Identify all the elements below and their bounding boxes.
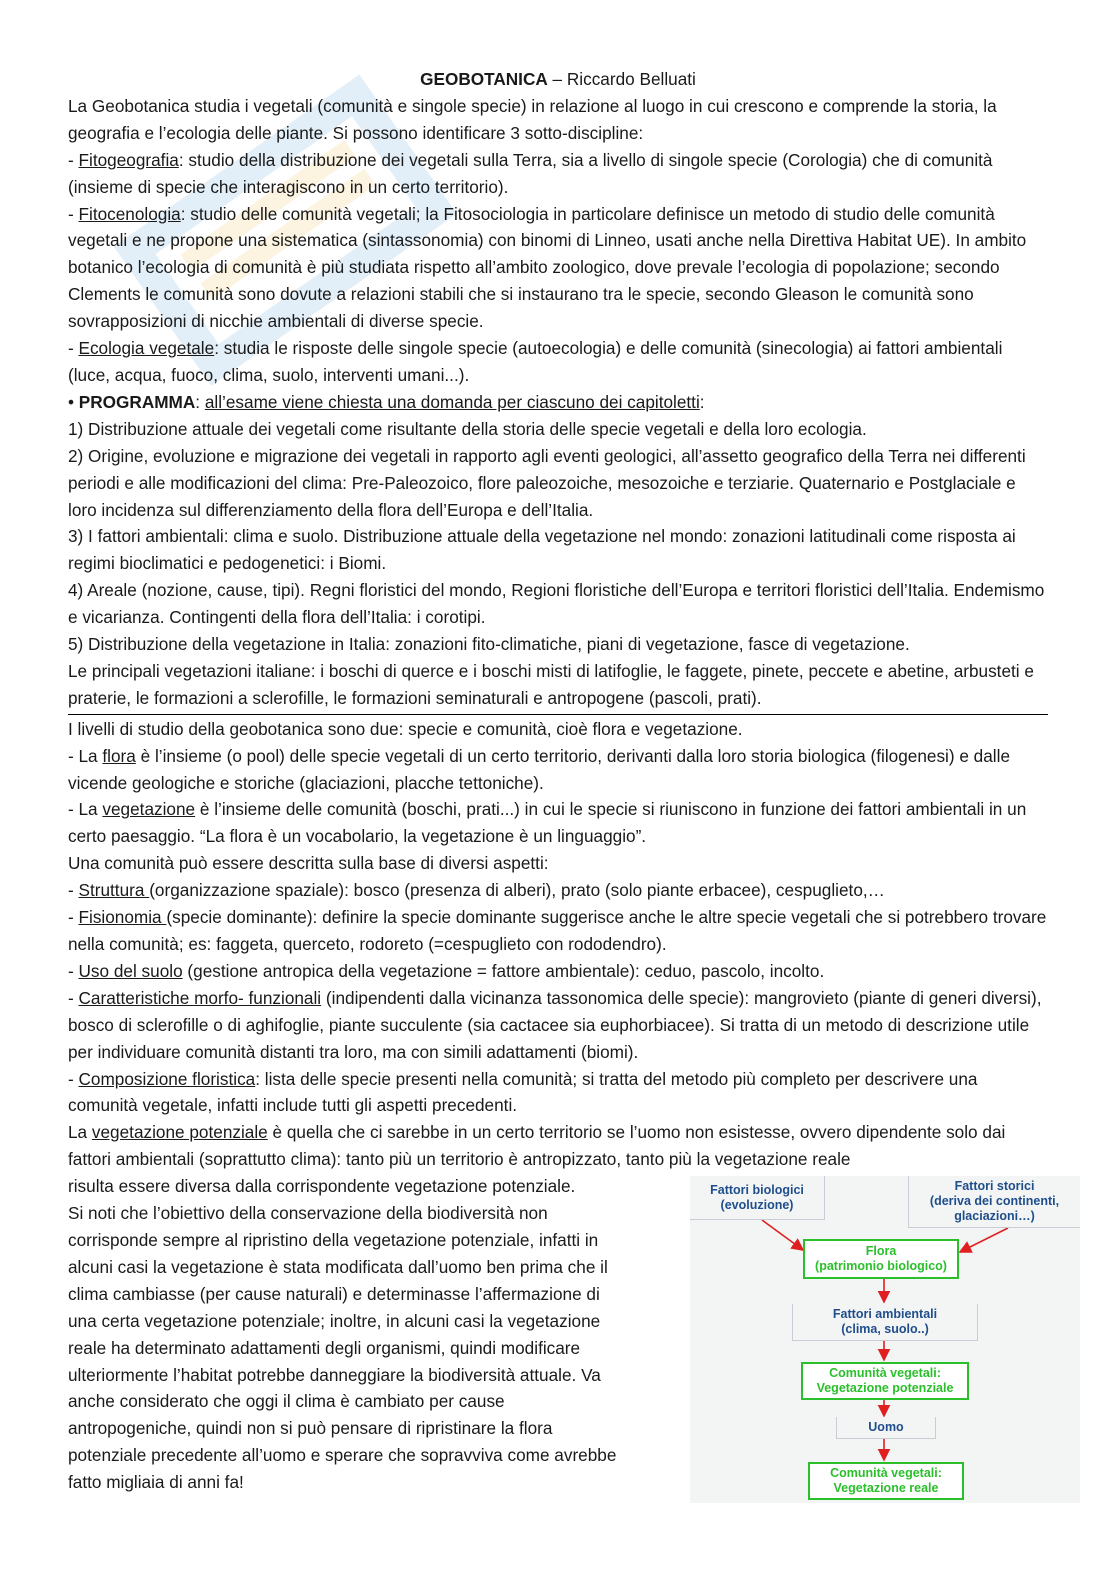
levels-intro: I livelli di studio della geobotanica sono due: specie e comunità, cioè flora e vegetazione. (68, 718, 743, 739)
wrapped-line: potenziale precedente all’uomo e sperare che sopravviva come avrebbe (68, 1445, 617, 1466)
arrow-biologici-to-flora (762, 1220, 803, 1250)
programma-label: PROGRAMMA (78, 391, 196, 412)
section-divider (68, 714, 1048, 715)
aspect-composizione-floristica (68, 1066, 1048, 1120)
definition-term: vegetazione (102, 799, 196, 820)
box-line: Fattori biologici (710, 1182, 804, 1197)
discipline-text: : studio della distribuzione dei vegetali sulla Terra, sia a livello di singole specie (Corologia) che di comunità (insieme di specie che interagiscono in un certo territorio). (68, 149, 993, 197)
aspect-term: Caratteristiche morfo- funzionali (78, 987, 322, 1008)
aspect-uso-del-suolo (68, 958, 1048, 985)
aspect-dash: - (68, 880, 79, 901)
box-line: Comunità vegetali: (829, 1366, 941, 1380)
aspect-text: : lista delle specie presenti nella comunità; si tratta del metodo più completo per descrivere una comunità vegetale, infatti include tutti gli aspetti precedenti. (68, 1068, 978, 1116)
box-line: (patrimonio biologico) (815, 1259, 947, 1273)
discipline-dash: - (68, 338, 79, 359)
box-vegetazione-potenziale (801, 1362, 969, 1400)
box-line: Vegetazione reale (833, 1481, 939, 1495)
discipline-text: : studia le risposte delle singole specie (autoecologia) e delle comunità (sinecologia) ai fattori ambientali (luce, acqua, fuoco, clima, suolo, interventi umani...). (68, 338, 1003, 385)
aspect-dash: - (68, 987, 79, 1008)
programma-item-2: 2) Origine, evoluzione e migrazione dei vegetali in rapporto agli eventi geologici, all’assetto geografico della Terra nei differenti periodi e alle modificazioni del clima: Pre-Paleozoico, flore paleozoiche, mesozoiche e terziarie. Quaternario e Postglaciale e loro incidenza sul differenziamento della flora dell’Europa e dell’Italia. (68, 445, 1026, 520)
potential-term: vegetazione potenziale (91, 1122, 268, 1143)
box-uomo (836, 1417, 936, 1439)
aspect-text: (specie dominante): definire la specie dominante suggerisce anche le altre specie vegetali che si potrebbero trovare nella comunità; es: faggeta, querceto, rodoreto (=cespuglieto con rododendro). (68, 907, 1047, 954)
discipline-ecologia-vegetale (68, 335, 1048, 389)
wrapped-line: fatto migliaia di anni fa! (68, 1472, 244, 1493)
wrapped-line: clima cambiasse (per cause naturali) e determinasse l’affermazione di (68, 1283, 600, 1304)
discipline-fitocenologia (68, 201, 1048, 336)
programma-item-3: 3) I fattori ambientali: clima e suolo. Distribuzione attuale della vegetazione nel mondo: zonazioni latitudinali come risposta ai regimi bioclimatici e pedogenetici: i Biomi. (68, 526, 1016, 574)
aspect-term: Struttura (78, 880, 150, 901)
bullet: • (68, 391, 79, 412)
aspect-fisionomia (68, 904, 1048, 958)
definition-text: è l’insieme delle comunità (boschi, prati...) in cui le specie si riuniscono in funzione dei fattori ambientali in un certo paesaggio. “La flora è un vocabolario, la vegetazione è un linguaggio”. (68, 799, 1027, 847)
potential-vegetation-continuation (68, 1173, 680, 1496)
aspect-term: Fisionomia (78, 907, 167, 928)
discipline-dash: - (68, 203, 79, 224)
box-fattori-biologici (690, 1176, 825, 1220)
box-line: Fattori storici (954, 1179, 1035, 1193)
programma-note: all’esame viene chiesta una domanda per ciascuno dei capitoletti (204, 391, 700, 412)
definition-term: flora (102, 745, 136, 766)
discipline-term: Fitogeografia (78, 149, 179, 170)
aspect-morfo-funzionali (68, 985, 1048, 1066)
definition-prefix: - La (68, 799, 103, 820)
aspect-text: (gestione antropica della vegetazione = fattore ambientale): ceduo, pascolo, incolto. (182, 960, 825, 981)
box-line: glaciazioni…) (954, 1209, 1035, 1223)
flora-definition (68, 743, 1048, 797)
aspect-term: Composizione floristica (78, 1068, 256, 1089)
arrow-storici-to-flora (960, 1228, 1008, 1252)
potential-prefix: La (68, 1122, 92, 1143)
wrapped-line: risulta essere diversa dalla corrispondente vegetazione potenziale. (68, 1176, 576, 1197)
box-line: (deriva dei continenti, (929, 1194, 1060, 1208)
aspect-term: Uso del suolo (78, 960, 183, 981)
wrapped-line: ulteriormente l’habitat potrebbe danneggiare la biodiversità attuale. Va (68, 1364, 601, 1385)
potential-text: è quella che ci sarebbe in un certo territorio se l’uomo non esistesse, ovvero dipendente solo dai fattori ambientali (soprattutto clima): tanto più un territorio è antropizzato, tanto più la vegetazione reale (68, 1122, 1006, 1170)
colon: : (699, 391, 705, 412)
intro-paragraph: La Geobotanica studia i vegetali (comunità e singole specie) in relazione al luogo in cui crescono e comprende la storia, la geografia e l’ecologia delle piante. Si possono identificare 3 sotto-discipline: (68, 95, 997, 143)
separator: : (195, 391, 205, 412)
page-title (68, 66, 1048, 93)
vegetazione-definition (68, 796, 1048, 850)
box-vegetazione-reale (808, 1462, 964, 1500)
aspect-text: (organizzazione spaziale): bosco (presenza di alberi), prato (solo piante erbacee), cespuglieto,… (149, 880, 885, 901)
box-line: Fattori ambientali (832, 1307, 938, 1321)
discipline-term: Fitocenologia (78, 203, 181, 224)
aspect-text: (indipendenti dalla vicinanza tassonomica delle specie): mangrovieto (piante di generi diversi), bosco di sclerofille o di aghifoglie, piante succulente (sia cactacee sia euphorbiacee). Si tratta di un metodo di descrizione utile per individuare comunità distanti tra loro, ma con simili adattamenti (biomi). (68, 987, 1042, 1062)
box-line: Uomo (868, 1420, 904, 1434)
box-flora (803, 1239, 959, 1279)
aspect-dash: - (68, 960, 79, 981)
potential-vegetation-paragraph (68, 1119, 1048, 1173)
box-line: (clima, suolo..) (841, 1322, 929, 1336)
programma-item-vegetazioni: Le principali vegetazioni italiane: i boschi di querce e i boschi misti di latifoglie, le faggete, pinete, peccete e abetine, arbusteti e praterie, le formazioni a sclerofille, le formazioni seminaturali e antropogene (pascoli, prati). (68, 660, 1034, 708)
title-author: – Riccardo Belluati (547, 69, 696, 89)
community-intro: Una comunità può essere descritta sulla base di diversi aspetti: (68, 853, 549, 874)
wrapped-line: anche considerato che oggi il clima è cambiato per cause (68, 1391, 505, 1412)
title-bold: GEOBOTANICA (420, 69, 548, 89)
aspect-struttura (68, 877, 1048, 904)
wrapped-line: alcuni casi la vegetazione è stata modificata dall’uomo ben prima che il (68, 1256, 608, 1277)
vegetation-flow-diagram (690, 1176, 1080, 1503)
box-line: Flora (865, 1244, 897, 1258)
aspect-dash: - (68, 1068, 79, 1089)
discipline-text: : studio delle comunità vegetali; la Fitosociologia in particolare definisce un metodo di studio delle comunità vegetali e ne propone una sistematica (sintassonomia) con binomi di Linneo, usati anche nella Direttiva Habitat UE). In ambito botanico l’ecologia di comunità è più studiata rispetto all’ambito zoologico, dove prevale l’ecologia di popolazione; secondo Clements le comunità sono dovute a relazioni stabili che si instaurano tra le specie, secondo Gleason le comunità sono sovrapposizioni di nicchie ambientali di diverse specie. (68, 203, 1027, 332)
definition-prefix: - La (68, 745, 103, 766)
definition-text: è l’insieme (o pool) delle specie vegetali di un certo territorio, derivanti dalla loro storia biologica (filogenesi) e dalle vicende geologiche e storiche (glaciazioni, placche tettoniche). (68, 745, 1010, 793)
wrapped-line: corrisponde sempre al ripristino della vegetazione potenziale, infatti in (68, 1229, 599, 1250)
aspect-dash: - (68, 907, 79, 928)
programma-item-4: 4) Areale (nozione, cause, tipi). Regni floristici del mondo, Regioni floristiche dell’Europa e territori floristici dell’Italia. Endemismo e vicarianza. Contingenti della flora dell’Italia: i corotipi. (68, 580, 1045, 628)
wrapped-line: reale ha determinato adattamenti degli organismi, quindi modificare (68, 1337, 581, 1358)
programma-heading (68, 389, 1048, 416)
discipline-dash: - (68, 149, 79, 170)
discipline-term: Ecologia vegetale (78, 338, 215, 359)
programma-item-5: 5) Distribuzione della vegetazione in Italia: zonazioni fito-climatiche, piani di vegetazione, fasce di vegetazione. (68, 634, 910, 655)
wrapped-line: Si noti che l’obiettivo della conservazione della biodiversità non (68, 1203, 548, 1224)
wrapped-line: una certa vegetazione potenziale; inoltre, in alcuni casi la vegetazione (68, 1310, 601, 1331)
box-fattori-ambientali (792, 1304, 978, 1341)
box-line: Vegetazione potenziale (816, 1381, 954, 1395)
programma-item-1: 1) Distribuzione attuale dei vegetali come risultante della storia delle specie vegetali e della loro ecologia. (68, 418, 867, 439)
wrapped-line: antropogeniche, quindi non si può pensare di ripristinare la flora (68, 1418, 553, 1439)
box-line: (evoluzione) (720, 1197, 794, 1212)
discipline-fitogeografia (68, 147, 1048, 201)
box-fattori-storici (908, 1176, 1080, 1228)
box-line: Comunità vegetali: (830, 1466, 942, 1480)
